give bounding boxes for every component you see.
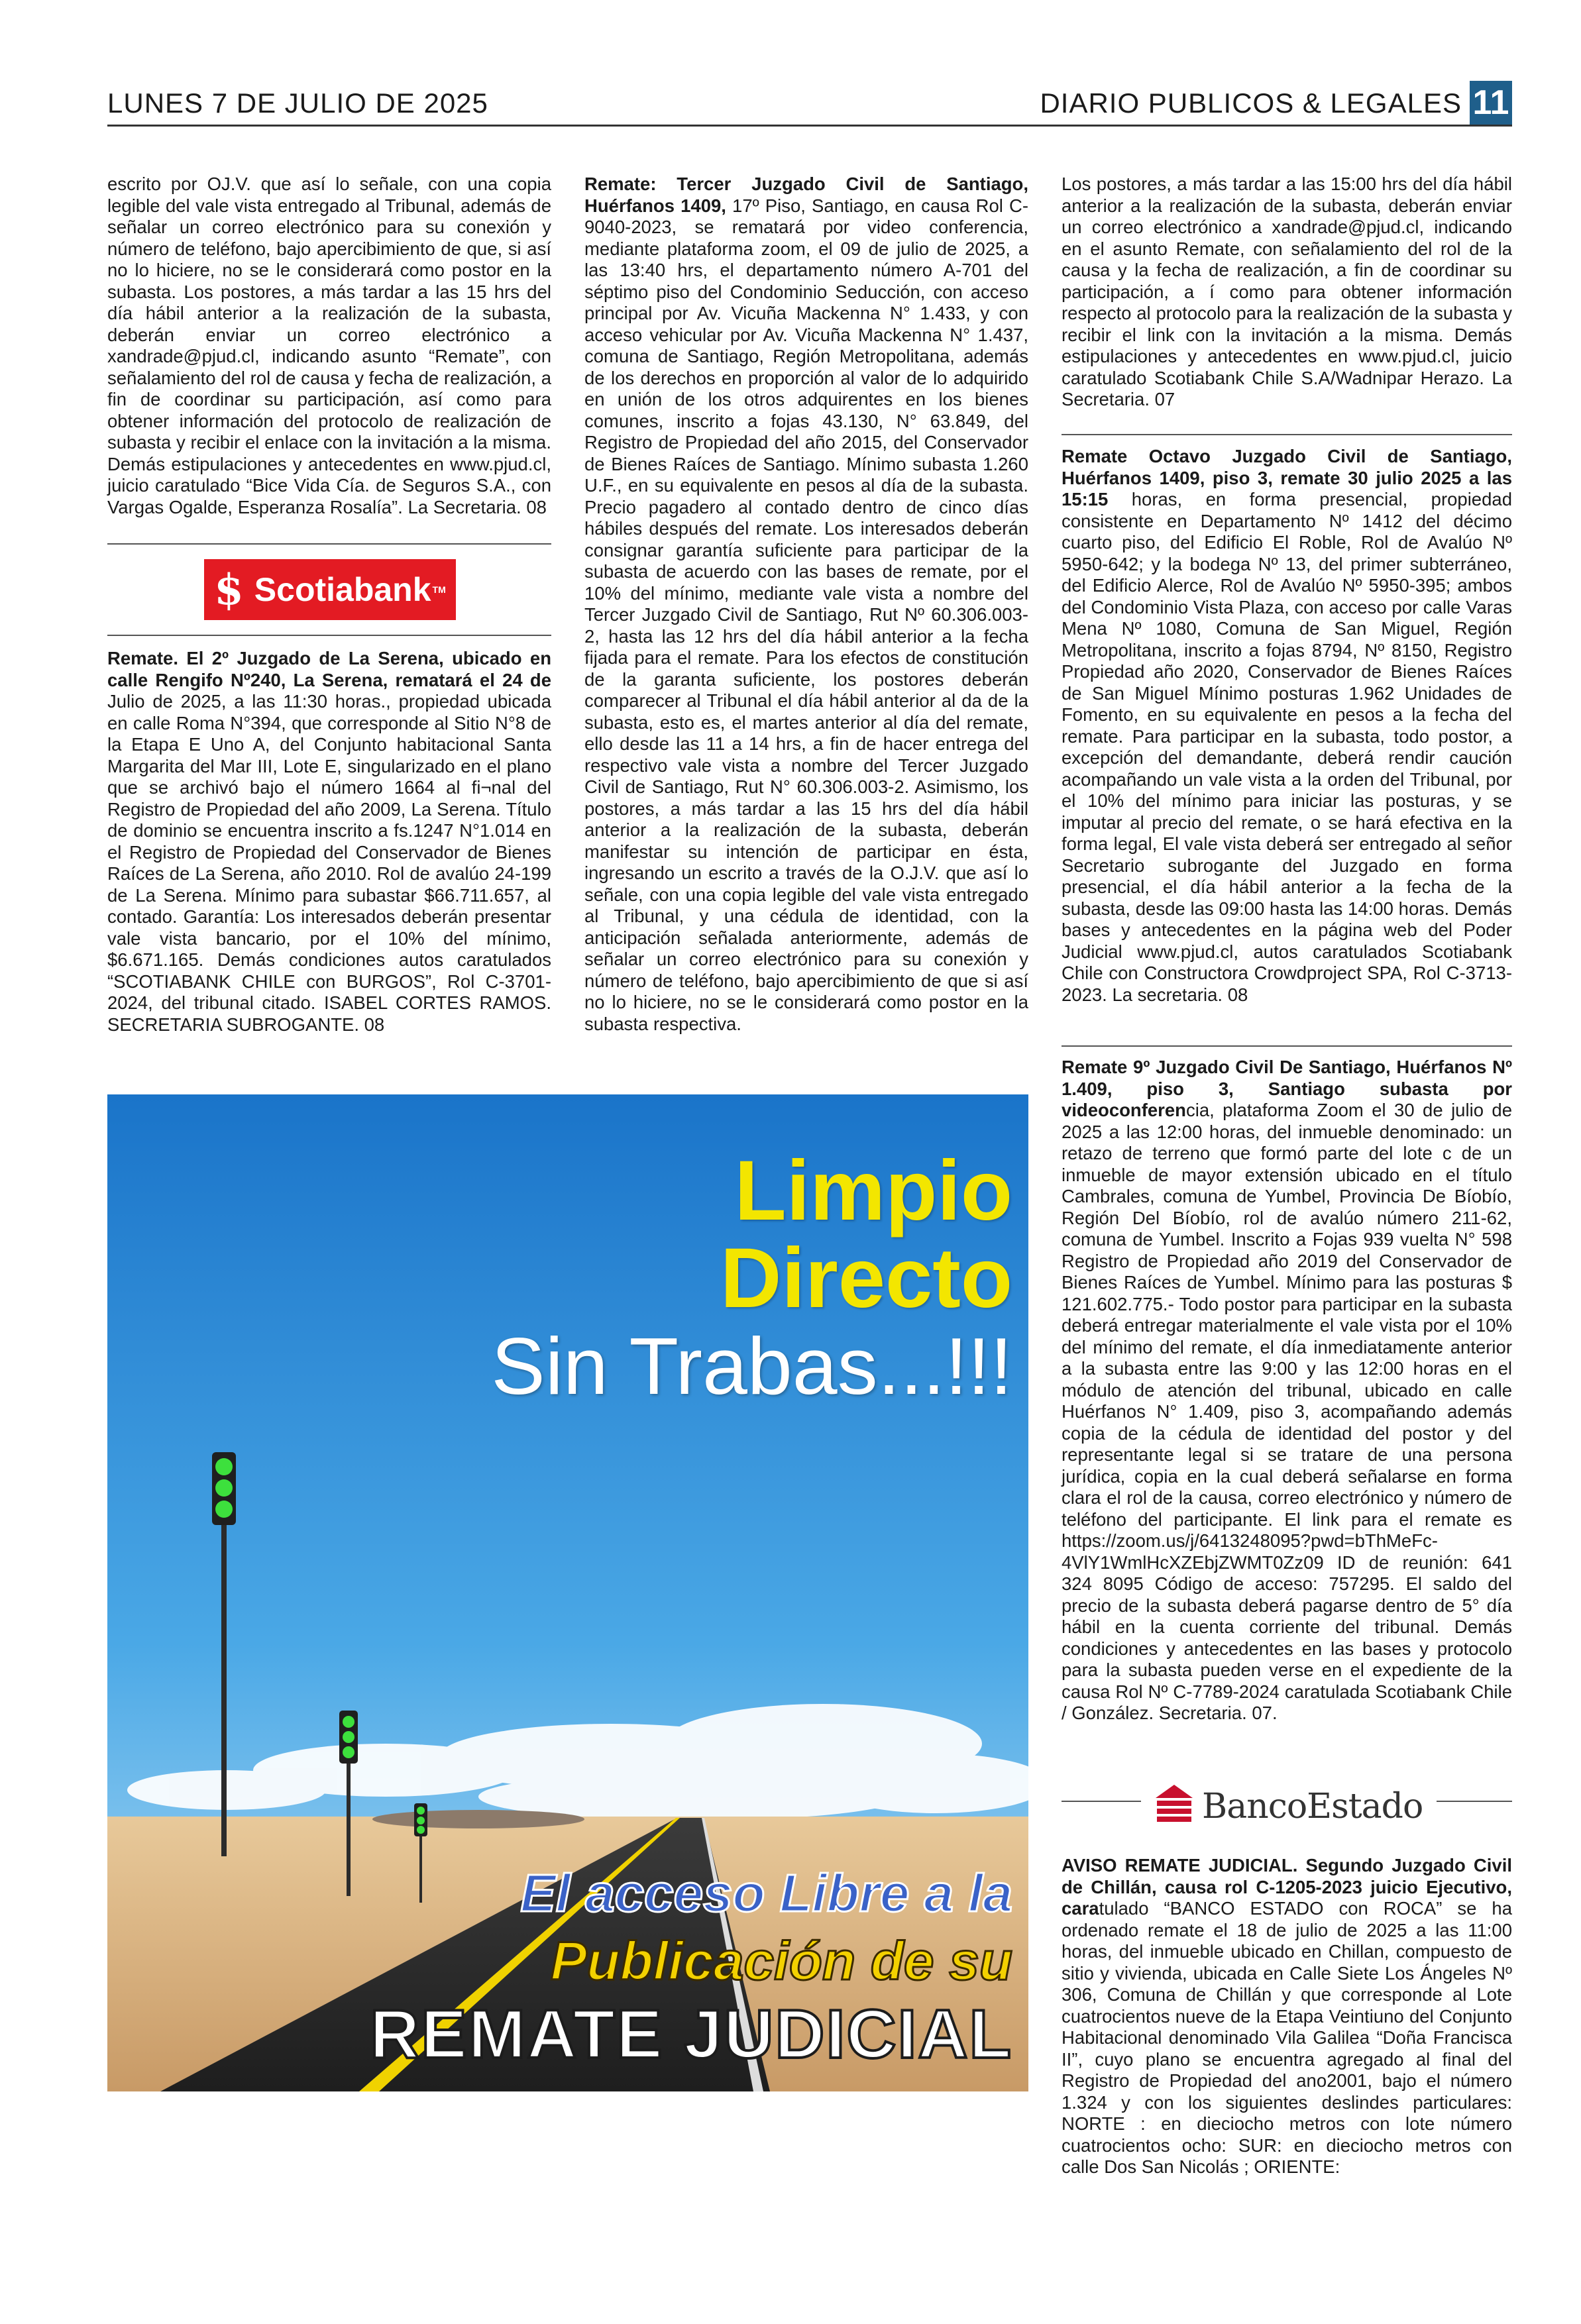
- bancoestado-emblem-icon: [1154, 1783, 1194, 1830]
- column-divider: [107, 543, 551, 545]
- notice-heading: Remate Octavo Juzgado Civil de Santiago, Huérfanos 1409, piso 3, remate 30 julio 2025 a las 15:15: [1062, 446, 1512, 509]
- notice-text: Los postores, a más tardar a las 15:00 hrs del día hábil anterior a la realización de la subasta, deberán enviar un correo electrónico a xandrade@pjud.cl, indicando en el asunto Remate, con señalamiento del rol de la causa y la fecha de realización, a fin de coordinar su participación, a í como para obtener información respecto al protocolo para la realización de la subasta y recibir el link con la invitación a la misma. Demás estipulaciones y antecedentes en www.pjud.cl, juicio caratulado Scotiabank Chile S.A/Wadnipar Herazo. La Secretaria. 07: [1062, 174, 1512, 409]
- notice-text: cia, plataforma Zoom el 30 de julio de 2025 a las 12:00 horas, del inmueble denominado: un retazo de terreno que formó parte del lote c de un inmueble de mayor extensión ubicado en el título Cambrales, comuna de Yumbel, Provincia De Bíobío, Región Del Bíobío, rol de avalúo número 211-62, comuna de Yumbel. Inscrito a Fojas 939 vuelta N° 598 Registro de Propiedad año 2019 del Conservador de Bienes Raíces de Yumbel. Mínimo para las posturas $ 121.602.775.- Todo postor para participar en la subasta deberá entregar materialmente el vale vista por el 10% del mínimo del remate, el día inmediatamente anterior a la subasta entre las 9:00 y las 12:00 horas en el módulo de atención del tribunal, ubicado en calle Huérfanos N° 1.409, piso 3, acompañando además copia de la cédula de identidad del postor y del representante legal si se tratare de una persona jurídica, copia en la cual deberá señalarse en forma clara el rol de la causa, correo electrónico y número de teléfono del participante. El link para el remate es https://zoom.us/j/6413248095?pwd=bThMeFc-4VlY1WmlHcXZEbjZWMT0Zz09 ID de reunión: 641 324 8095 Código de acceso: 757295. El saldo del precio de la subasta deberá pagarse dentro de 5° día hábil en la cuenta corriente del tribunal. Demás condiciones y antecedentes en las bases y protocolo para la subasta pueden verse en el expediente de la causa Rol Nº C-7789-2024 caratulada Scotiabank Chile / González. Secretaria. 07.: [1062, 1100, 1512, 1723]
- notice-octavo-juzgado: [1062, 446, 1512, 1006]
- ad-line-sin-trabas: Sin Trabas...!!!: [491, 1321, 1012, 1411]
- notice-bice-continuation: [107, 174, 551, 518]
- ad-headline: [720, 1143, 1012, 1326]
- ad-line-limpio: Limpio: [734, 1143, 1012, 1238]
- notice-heading: Remate 9º Juzgado Civil De Santiago, Huérfanos Nº 1.409, piso 3, Santiago subasta por videoconferen: [1062, 1057, 1512, 1120]
- column-divider: [1062, 1045, 1512, 1047]
- notice-text: escrito por OJ.V. que así lo señale, con una copia legible del vale vista entregado al Tribunal, además de señalar un correo electrónico para su conexión y número de teléfono, bajo apercibimiento de que, si así no lo hiciere, no se le considerará como postor en la subasta. Los postores, a más tardar a las 15 hrs del día hábil anterior a la realización de la subasta, deberán enviar un correo electrónico a xandrade@pjud.cl, indicando asunto “Remate”, con señalamiento del rol de causa y fecha de realización, a fin de coordinar su participación, así como para obtener información del protocolo de realización de subasta y recibir el enlace con la invitación a la misma. Demás estipulaciones y antecedentes en www.pjud.cl, juicio caratulado “Bice Vida Cía. de Seguros S.A., con Vargas Ogalde, Esperanza Rosalía”. La Secretaria. 08: [107, 174, 551, 517]
- ad-line-acceso: El acceso Libre a la: [520, 1864, 1012, 1923]
- notice-text: Julio de 2025, a las 11:30 horas., propiedad ubicada en calle Roma N°394, que corresponde al Sitio N°8 de la Etapa E Uno A, del Conjunto habitacional Santa Margarita del Mar III, Lote E, singularizado en el plano que se archivó bajo el número 1664 al fi¬nal del Registro de Propiedad del año 2009, La Serena. Título de dominio se encuentra inscrito a fs.1247 N°1.014 en el Registro de Propiedad del Conservador de Bienes Raíces de La Serena, año 2010. Rol de avalúo 24-199 de La Serena. Mínimo para subastar $66.711.657, al contado. Garantía: Los interesados deberán presentar vale vista bancario, por el 10% del mínimo, $6.671.165. Demás condiciones autos caratulados “SCOTIABANK CHILE con BURGOS”, Rol C-3701-2024, del tribunal citado. ISABEL CORTES RAMOS. SECRETARIA SUBROGANTE. 08: [107, 691, 551, 1035]
- header-rule: [107, 125, 1512, 127]
- page-number: 11: [1470, 81, 1512, 125]
- column-divider: [1062, 434, 1512, 435]
- notice-text: horas, en forma presencial, propiedad consistente en Departamento Nº 1412 del décimo cuarto piso, del Edificio El Roble, Rol de Avalúo Nº 5950-642; y la bodega Nº 13, del primer subterráneo, del Edificio Alerce, Rol de Avalúo Nº 5950-395; ambos del Condominio Vista Plaza, con acceso por calle Varas Mena Nº 1080, Comuna de San Miguel, Región Metropolitana, inscrito a fojas 8794, Nº 8150, Registro Propiedad año 2020, Conservador de Bienes Raíces de San Miguel Mínimo posturas 1.962 Unidades de Fomento, en su equivalente en pesos a la fecha del remate. Para participar en la subasta, todo postor, a excepción del demandante, deberá rendir caución acompañando un vale vista a la orden del Tribunal, por el 10% del mínimo para iniciar las posturas, y se imputar al precio del remate, o se hará efectiva en la forma legal, El vale vista deberá ser entregado al señor Secretario subrogante del Juzgado en forma presencial, el día hábil anterior a la fecha de la subasta, desde las 09:00 hasta las 14:00 horas. Demás bases y antecedentes en la página web del Poder Judicial www.pjud.cl, autos caratulados Scotiabank Chile con Constructora Crowdproject SPA, Rol C-3713-2023. La secretaria. 08: [1062, 489, 1512, 1005]
- notice-chillan: [1062, 1855, 1512, 2178]
- notice-heading: AVISO REMATE JUDICIAL. Segundo Juzgado Civil de Chillán, causa rol C-1205-2023 juicio Ejecutivo, cara: [1062, 1855, 1512, 1919]
- scotiabank-logo-text: Scotiabank: [254, 571, 431, 608]
- notice-heading: Remate: Tercer Juzgado Civil de Santiago, Huérfanos 1409,: [584, 174, 1028, 216]
- ad-line-remate-judicial: REMATE JUDICIAL: [370, 1996, 1012, 2073]
- notice-scotiabank-wadnipar: [1062, 174, 1512, 411]
- column-divider: [1437, 1801, 1512, 1802]
- ad-line-directo: Directo: [720, 1231, 1012, 1326]
- advertisement: [107, 1094, 1028, 2091]
- ad-line-publicacion: Publicación de su: [550, 1931, 1012, 1991]
- scotiabank-s-icon: $: [214, 564, 244, 615]
- column-divider: [107, 635, 551, 636]
- notice-text: 17º Piso, Santiago, en causa Rol C-9040-2023, se rematará por video conferencia, mediante plataforma zoom, el 09 de julio de 2025, a las 13:40 hrs, el departamento número A-701 del séptimo piso del Condominio Seducción, con acceso principal por Av. Vicuña Mackenna N° 1.433, y con acceso vehicular por Av. Vicuña Mackenna N° 1.437, comuna de Santiago, Región Metropolitana, además de los derechos en proporción al valor de lo adquirido en unión de los otros adquirentes en los bienes comunes, inscrito a fojas 43.130, N° 63.849, del Registro de Propiedad del año 2015, del Conservador de Bienes Raíces de Santiago. Mínimo subasta 1.260 U.F., en su equivalente en pesos al día de la subasta. Precio pagadero al contado dentro de cinco días hábiles después del remate. Los interesados deberán consignar garantía suficiente para participar de la subasta de acuerdo con las bases de remate, por el 10% del mínimo, mediante vale vista a nombre del Tercer Juzgado Civil de Santiago, Rut Nº 60.306.003-2, hasta las 12 hrs del día hábil anterior a la fecha fijada para el remate. Para los efectos de constitución de la garanta suficiente, los postores deberán comparecer al Tribunal el día hábil anterior al da de la subasta, esto es, el martes anterior al día del remate, ello desde las 11 a 14 hrs, a fin de hacer entrega del respectivo vale vista a nombre del Tercer Juzgado Civil de Santiago, Rut N° 60.306.003-2. Asimismo, los postores, a más tardar a las 15 hrs del día hábil anterior a la realización de la subasta, deberán manifestar su intención de participar en ésta, ingresando un escrito a través de la O.J.V. que así lo señale, con una copia legible del vale vista entregado al Tribunal, y una cédula de identidad, con la anticipación señalada anteriormente, además de señalar un correo electrónico para su conexión y número de teléfono, bajo apercibimiento de que si así no lo hiciere, no se le considerará como postor en la subasta respectiva.: [584, 195, 1028, 1034]
- issue-date: LUNES 7 DE JULIO DE 2025: [107, 87, 488, 119]
- bancoestado-logo-text: BancoEstado: [1202, 1787, 1423, 1826]
- page-header: [107, 85, 1512, 125]
- notice-tercer-juzgado: [584, 174, 1028, 1035]
- bancoestado-logo: [1154, 1777, 1433, 1836]
- column-divider: [1062, 1801, 1141, 1802]
- notice-text: tulado “BANCO ESTADO con ROCA” se ha ordenado remate el 18 de julio de 2025 a las 11:00 horas, del inmueble ubicado en Chillan, compuesto de sitio y vivienda, ubicada en Calle Siete Los Ángeles Nº 306, Comuna de Chillán y que corresponde al Lote cuatrocientos nueve de la Etapa Veintiuno del Conjunto Habitacional denominado Vila Galilea “Doña Francisca II”, cuyo plano se encuentra agregado al final del Registro de Propiedad del ano2001, bajo el número 1.324 y con los siguientes deslindes particulares: NORTE : en dieciocho metros con lote número cuatrocientos ocho: SUR: en dieciocho metros con calle Dos San Nicolás ; ORIENTE:: [1062, 1898, 1512, 2177]
- scotiabank-logo: $ Scotiabank TM: [204, 559, 456, 620]
- notice-heading: Remate. El 2º Juzgado de La Serena, ubicado en calle Rengifo Nº240, La Serena, rematará el 24 de: [107, 648, 551, 690]
- notice-noveno-juzgado: [1062, 1057, 1512, 1724]
- notice-la-serena: [107, 648, 551, 1035]
- newspaper-name: DIARIO PUBLICOS & LEGALES: [1040, 87, 1462, 119]
